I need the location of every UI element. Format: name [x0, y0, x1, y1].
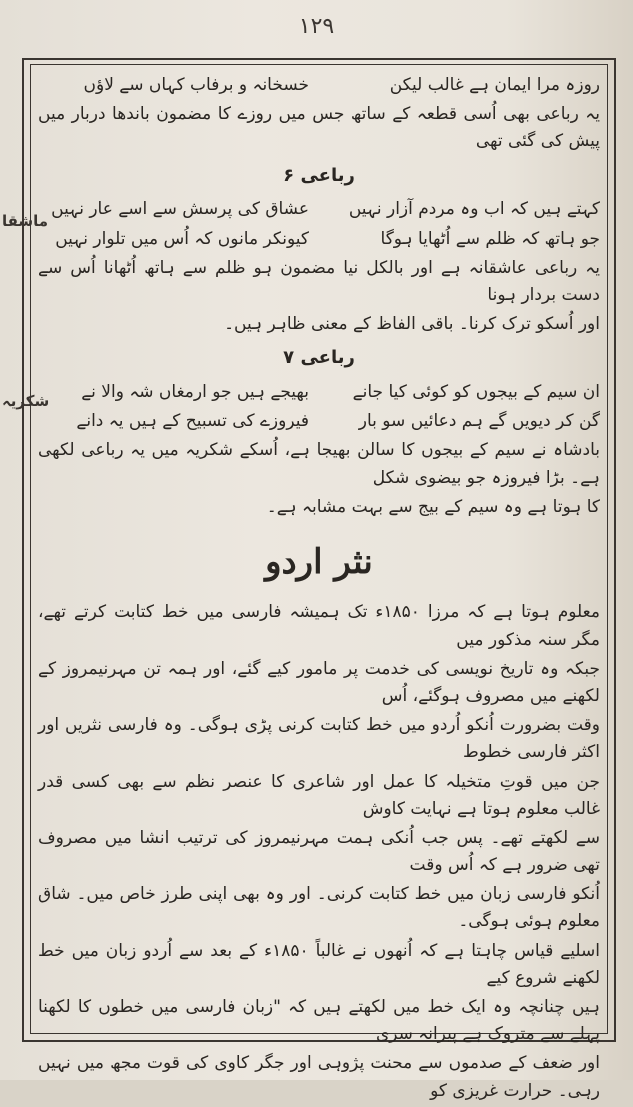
- hemistich: بھیجے ہیں جو ارمغاں شہ والا نے: [81, 382, 309, 403]
- prose-line: کا ہوتا ہے وہ سیم کے بیج سے بہت مشابہ ہے۔: [266, 496, 600, 517]
- rubai-heading: رباعی ۶: [283, 164, 355, 186]
- section-title: نثر اردو: [265, 542, 373, 583]
- hemistich: فیروزے کی تسبیح کے ہیں یہ دانے: [76, 411, 309, 432]
- hemistich: جو ہاتھ کہ ظلم سے اُٹھایا ہوگا: [380, 228, 600, 249]
- verse-couplet: [38, 72, 600, 99]
- hemistich: کہتے ہیں کہ اب وہ مردم آزار نہیں: [348, 199, 600, 220]
- page-number: ١٢٩: [298, 14, 335, 39]
- prose-line: اسلیے قیاس چاہتا ہے کہ اُنھوں نے غالباً ۱۸۵۰ء کے بعد سے اُردو زبان میں خط لکھنے شروع کیے: [38, 940, 600, 988]
- prose-line: بادشاہ نے سیم کے بیجوں کا سالن بھیجا ہے، اُسکے شکریہ میں یہ رباعی لکھی ہے۔ بڑا فیروزہ جو بیضوی شکل: [38, 440, 600, 488]
- verse-couplet: [38, 196, 600, 223]
- hemistich: ان سیم کے بیجوں کو کوئی کیا جانے: [352, 382, 600, 403]
- prose-line: اور ضعف کے صدموں سے محنت پژوہی اور جگر کاوی کی قوت مجھ میں نہیں رہی۔ حرارت غریزی کو: [38, 1053, 600, 1101]
- prose-line: اور اُسکو ترک کرنا۔ باقی الفاظ کے معنی ظاہر ہیں۔: [224, 314, 600, 335]
- prose-line: یہ رباعی عاشقانہ ہے اور بالکل نیا مضمون ہو ظلم سے ہاتھ اُٹھانا اُس سے دست بردار ہونا: [38, 257, 600, 305]
- prose-line: سے لکھتے تھے۔ پس جب اُنکی ہمت مہرنیمروز کی ترتیب انشا میں مصروف تھی ضرور ہے کہ اُس وقت: [38, 827, 600, 876]
- rubai-heading: رباعی ۷: [283, 347, 355, 369]
- hemistich: عشاق کی پرسش سے اسے عار نہیں: [51, 199, 309, 220]
- margin-note-1: ماشقا: [2, 212, 49, 230]
- prose-line: معلوم ہوتا ہے کہ مرزا ۱۸۵۰ء تک ہمیشہ فارسی میں خط کتابت کرتے تھے، مگر سنہ مذکور میں: [38, 602, 600, 650]
- hemistich: خسخانہ و برفاب کہاں سے لاؤں: [83, 75, 309, 95]
- verse-couplet: [38, 379, 600, 406]
- verse-couplet: [38, 408, 600, 435]
- prose-line: وقت بضرورت اُنکو اُردو میں خط کتابت کرنی پڑی ہوگی۔ وہ فارسی نثریں اور اکثر فارسی خطوط: [38, 715, 600, 763]
- page-content: [38, 70, 600, 1107]
- prose-line: یہ رباعی بھی اُسی قطعہ کے ساتھ جس میں روزے کا مضمون باندھا دربار میں پیش کی گئی تھی: [38, 104, 600, 152]
- hemistich: روزہ مرا ایمان ہے غالب لیکن: [389, 75, 600, 95]
- prose-line: جبکہ وہ تاریخ نویسی کی خدمت پر مامور کیے گئے، اور ہمہ تن مہرنیمروز کے لکھنے میں مصروف ہوگئے، اُس: [38, 658, 600, 706]
- prose-line: جن میں قوتِ متخیلہ کا عمل اور شاعری کا عنصر نظم سے بھی کسی قدر غالب معلوم ہوتا ہے نہایت کاوش: [38, 771, 600, 819]
- margin-note-2: شکریہ: [2, 392, 50, 410]
- hemistich: گن کر دیویں گے ہم دعائیں سو بار: [358, 411, 600, 432]
- prose-line: ہیں چنانچہ وہ ایک خط میں لکھتے ہیں کہ "زبان فارسی میں خطوں کا لکھنا پہلے سے متروک ہے پیرانہ سری: [38, 997, 600, 1045]
- verse-couplet: [38, 226, 600, 253]
- prose-line: اُنکو فارسی زبان میں خط کتابت کرنی۔ اور وہ بھی اپنی طرز خاص میں۔ شاق معلوم ہوئی ہوگی۔: [38, 884, 600, 932]
- hemistich: کیونکر مانوں کہ اُس میں تلوار نہیں: [55, 228, 309, 249]
